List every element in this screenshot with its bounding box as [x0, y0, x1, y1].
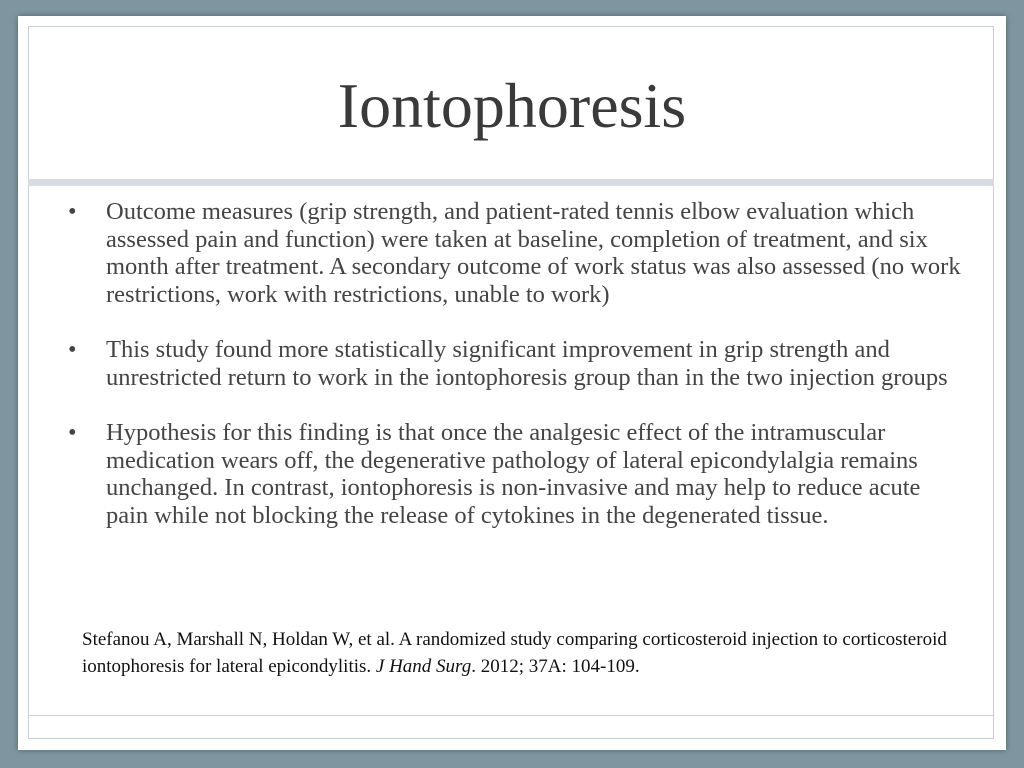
- bullet-text: This study found more statistically significant improvement in grip strength and unrestricted return to work in the iontophoresis group than in the two injection groups: [106, 336, 948, 391]
- title-divider: [28, 179, 994, 186]
- citation: [82, 626, 972, 680]
- bullet-icon: •: [68, 419, 77, 446]
- footer-divider: [28, 715, 994, 716]
- bullet-icon: •: [68, 198, 77, 225]
- bullet-list: [68, 198, 968, 557]
- bullet-text: Hypothesis for this finding is that once the analgesic effect of the intramuscular medication wears off, the degenerative pathology of lateral epicondylalgia remains unchanged. In contrast, iontophoresis is non-invasive and may help to reduce acute pain while not blocking the release of cytokines in the degenerated tissue.: [106, 419, 921, 529]
- bullet-text: Outcome measures (grip strength, and patient-rated tennis elbow evaluation which assessed pain and function) were taken at baseline, completion of treatment, and six month after treatment. A secondary outcome of work status was also assessed (no work restrictions, work with restrictions, unable to work): [106, 198, 961, 308]
- bullet-item: [68, 336, 968, 391]
- bullet-item: [68, 419, 968, 529]
- bullet-icon: •: [68, 336, 77, 363]
- slide: [18, 16, 1006, 750]
- slide-title: Iontophoresis: [337, 70, 687, 141]
- bullet-item: [68, 198, 968, 308]
- citation-text: Stefanou A, Marshall N, Holdan W, et al. A randomized study comparing corticosteroid injection to corticosteroid iontophoresis for lateral epicondylitis.: [82, 629, 947, 677]
- citation-details: . 2012; 37A: 104-109.: [471, 656, 640, 677]
- citation-journal: J Hand Surg: [375, 656, 472, 677]
